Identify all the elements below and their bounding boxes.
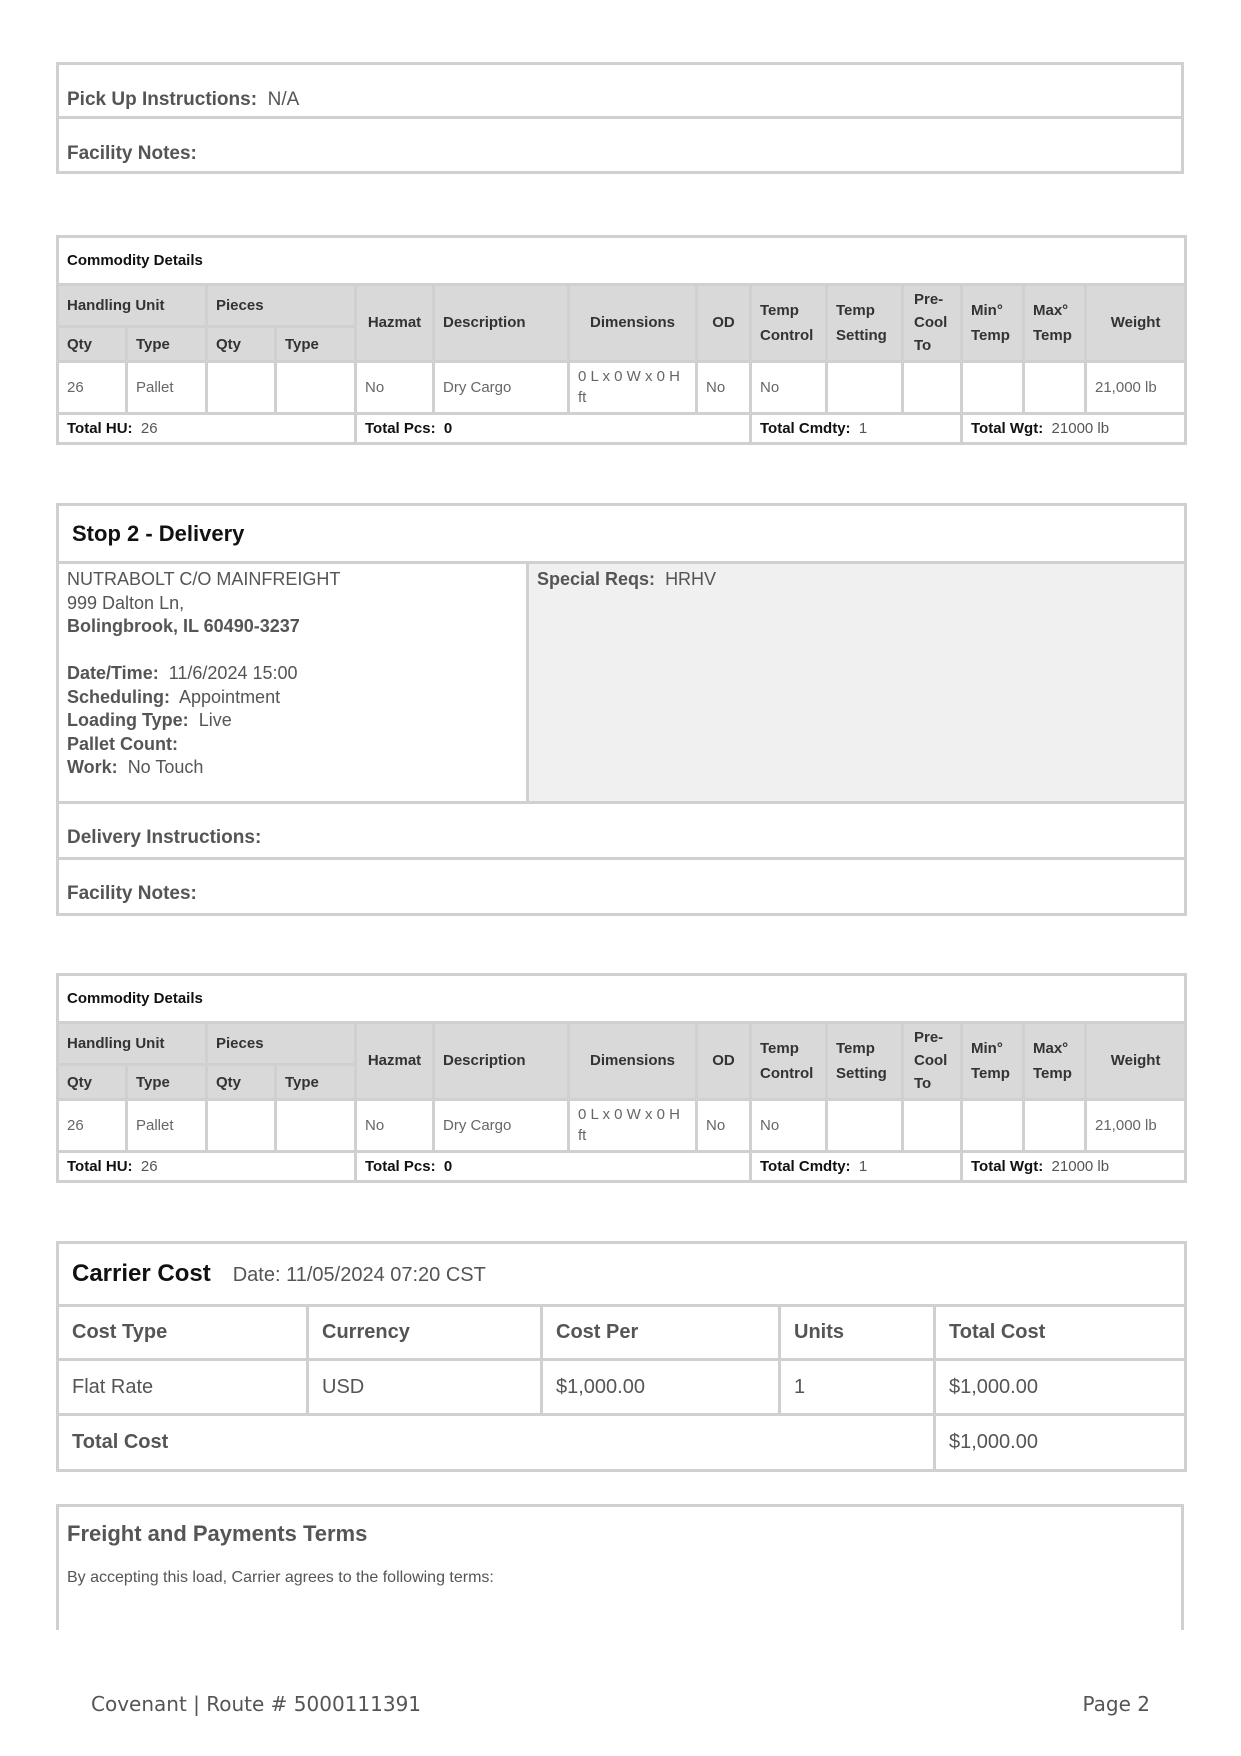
cell-hazmat: No [356, 361, 434, 413]
terms-title: Freight and Payments Terms [67, 1521, 368, 1546]
table-row [58, 1099, 1186, 1151]
pickup-notes-box [56, 62, 1184, 174]
cell-min-temp [962, 361, 1024, 413]
cost-cell-units: 1 [780, 1360, 935, 1415]
col-pieces: Pieces [207, 1023, 356, 1065]
col-weight: Weight [1086, 1023, 1186, 1099]
carrier-cost-header [58, 1243, 1186, 1306]
col-hazmat: Hazmat [356, 1023, 434, 1099]
cost-total-label: Total Cost [58, 1415, 935, 1471]
cell-pc-qty [207, 361, 276, 413]
col-pre-cool-to: Pre-Cool To [903, 285, 962, 361]
cell-hu-type: Pallet [127, 361, 207, 413]
footer-page-number: Page 2 [1082, 1692, 1150, 1716]
carrier-cost-box [56, 1241, 1184, 1472]
col-handling-unit: Handling Unit [58, 285, 207, 327]
cell-pre-cool [903, 1099, 962, 1151]
cost-cell-type: Flat Rate [58, 1360, 308, 1415]
stop-facility-notes-label: Facility Notes: [67, 882, 197, 904]
total-cmdty [751, 413, 962, 443]
stop-work-label: Work: [67, 757, 118, 777]
cell-weight: 21,000 lb [1086, 1099, 1186, 1151]
col-temp-setting: Temp Setting [827, 1023, 903, 1099]
col-handling-unit: Handling Unit [58, 1023, 207, 1065]
cell-temp-control: No [751, 1099, 827, 1151]
total-hu-value: 26 [140, 1157, 158, 1175]
col-description: Description [434, 285, 569, 361]
col-pieces: Pieces [207, 285, 356, 327]
total-wgt [962, 1151, 1186, 1181]
total-cmdty [751, 1151, 962, 1181]
total-pcs-label: Total Pcs: [365, 419, 436, 437]
cell-min-temp [962, 1099, 1024, 1151]
cell-temp-control: No [751, 361, 827, 413]
pickup-instructions-label: Pick Up Instructions: [67, 89, 258, 111]
col-weight: Weight [1086, 285, 1186, 361]
total-hu-label: Total HU: [67, 419, 133, 437]
carrier-cost-date: Date: 11/05/2024 07:20 CST [232, 1264, 486, 1286]
col-hazmat: Hazmat [356, 285, 434, 361]
cell-weight: 21,000 lb [1086, 361, 1186, 413]
col-pc-qty: Qty [207, 1065, 276, 1099]
stop-datetime-value: 11/6/2024 15:00 [168, 663, 298, 683]
total-hu [58, 1151, 356, 1181]
cell-dimensions: 0 L x 0 W x 0 H ft [569, 1099, 697, 1151]
col-description: Description [434, 1023, 569, 1099]
stop-pallet [67, 733, 518, 757]
cost-col-cost-per: Cost Per [542, 1306, 780, 1360]
col-temp-setting: Temp Setting [827, 285, 903, 361]
cost-cell-currency: USD [308, 1360, 542, 1415]
col-max-temp: Max° Temp [1024, 1023, 1086, 1099]
commodity-title: Commodity Details [58, 975, 1186, 1023]
cost-total-value: $1,000.00 [935, 1415, 1186, 1471]
col-temp-control: Temp Control [751, 285, 827, 361]
stop-address-block [58, 563, 528, 803]
cell-hazmat: No [356, 1099, 434, 1151]
stop-loading [67, 709, 518, 733]
commodity-title: Commodity Details [58, 237, 1186, 285]
stop-loading-value: Live [198, 710, 232, 730]
cost-col-total: Total Cost [935, 1306, 1186, 1360]
stop-pallet-label: Pallet Count: [67, 733, 178, 754]
cell-hu-type: Pallet [127, 1099, 207, 1151]
stop-loading-label: Loading Type: [67, 710, 189, 730]
total-cmdty-value: 1 [858, 419, 868, 437]
stop-datetime [67, 662, 518, 686]
cost-cell-total: $1,000.00 [935, 1360, 1186, 1415]
total-pcs-value: 0 [443, 419, 453, 437]
cell-description: Dry Cargo [434, 361, 569, 413]
col-od: OD [697, 285, 751, 361]
stop-work-value: No Touch [127, 757, 204, 777]
total-pcs-value: 0 [443, 1157, 453, 1175]
footer-route: Covenant | Route # 5000111391 [91, 1692, 422, 1716]
col-pc-type: Type [276, 1065, 356, 1099]
stop-title: Stop 2 - Delivery [58, 505, 1186, 563]
cost-col-units: Units [780, 1306, 935, 1360]
pickup-instructions [59, 65, 1181, 117]
col-dimensions: Dimensions [569, 285, 697, 361]
terms-box [56, 1504, 1184, 1630]
col-hu-type: Type [127, 327, 207, 361]
stop-2-box [56, 503, 1184, 913]
stop-city-state-zip: Bolingbrook, IL 60490-3237 [67, 616, 300, 636]
stop-datetime-label: Date/Time: [67, 663, 159, 683]
cell-pc-type [276, 361, 356, 413]
cell-od: No [697, 361, 751, 413]
cell-pc-type [276, 1099, 356, 1151]
col-min-temp: Min° Temp [962, 1023, 1024, 1099]
col-pc-type: Type [276, 327, 356, 361]
total-wgt-value: 21000 lb [1051, 419, 1110, 437]
stop-address: 999 Dalton Ln, [67, 592, 185, 613]
total-cmdty-label: Total Cmdty: [760, 1157, 851, 1175]
stop-delivery-instructions [58, 803, 1186, 859]
total-wgt-value: 21000 lb [1051, 1157, 1110, 1175]
stop-work [67, 756, 518, 780]
total-hu-label: Total HU: [67, 1157, 133, 1175]
total-pcs [356, 1151, 751, 1181]
stop-special-reqs [528, 563, 1186, 803]
pickup-instructions-value: N/A [267, 89, 300, 111]
stop-scheduling [67, 686, 518, 710]
terms-intro: By accepting this load, Carrier agrees to the following terms: [67, 1569, 494, 1586]
total-pcs [356, 413, 751, 443]
total-cmdty-label: Total Cmdty: [760, 419, 851, 437]
table-row [58, 1360, 1186, 1415]
col-hu-type: Type [127, 1065, 207, 1099]
cell-max-temp [1024, 1099, 1086, 1151]
carrier-cost-title: Carrier Cost [72, 1260, 211, 1287]
table-row [58, 361, 1186, 413]
col-temp-control: Temp Control [751, 1023, 827, 1099]
stop-special-label: Special Reqs: [537, 569, 656, 589]
col-max-temp: Max° Temp [1024, 285, 1086, 361]
col-dimensions: Dimensions [569, 1023, 697, 1099]
stop-delivery-instructions-label: Delivery Instructions: [67, 826, 262, 848]
commodity-table-2 [56, 973, 1184, 1183]
cell-temp-setting [827, 1099, 903, 1151]
total-hu-value: 26 [140, 419, 158, 437]
col-pre-cool-to: Pre-Cool To [903, 1023, 962, 1099]
total-wgt [962, 413, 1186, 443]
total-cmdty-value: 1 [858, 1157, 868, 1175]
stop-name: NUTRABOLT C/O MAINFREIGHT [67, 569, 341, 589]
col-hu-qty: Qty [58, 1065, 127, 1099]
cell-dimensions: 0 L x 0 W x 0 H ft [569, 361, 697, 413]
total-wgt-label: Total Wgt: [971, 1157, 1044, 1175]
cell-pc-qty [207, 1099, 276, 1151]
cell-hu-qty: 26 [58, 1099, 127, 1151]
stop-scheduling-label: Scheduling: [67, 686, 170, 707]
commodity-table-1 [56, 235, 1184, 445]
total-wgt-label: Total Wgt: [971, 419, 1044, 437]
cell-hu-qty: 26 [58, 361, 127, 413]
pickup-facility-notes-label: Facility Notes: [67, 142, 197, 164]
cost-cell-cost-per: $1,000.00 [542, 1360, 780, 1415]
total-pcs-label: Total Pcs: [365, 1157, 436, 1175]
cell-max-temp [1024, 361, 1086, 413]
cell-pre-cool [903, 361, 962, 413]
cost-col-type: Cost Type [58, 1306, 308, 1360]
stop-scheduling-value: Appointment [179, 686, 281, 707]
col-hu-qty: Qty [58, 327, 127, 361]
stop-facility-notes [58, 859, 1186, 915]
cell-od: No [697, 1099, 751, 1151]
col-min-temp: Min° Temp [962, 285, 1024, 361]
cost-col-currency: Currency [308, 1306, 542, 1360]
col-pc-qty: Qty [207, 327, 276, 361]
total-hu [58, 413, 356, 443]
cell-temp-setting [827, 361, 903, 413]
stop-special-value: HRHV [665, 569, 717, 589]
pickup-facility-notes [59, 117, 1181, 171]
cell-description: Dry Cargo [434, 1099, 569, 1151]
col-od: OD [697, 1023, 751, 1099]
cost-header-row [58, 1306, 1186, 1360]
